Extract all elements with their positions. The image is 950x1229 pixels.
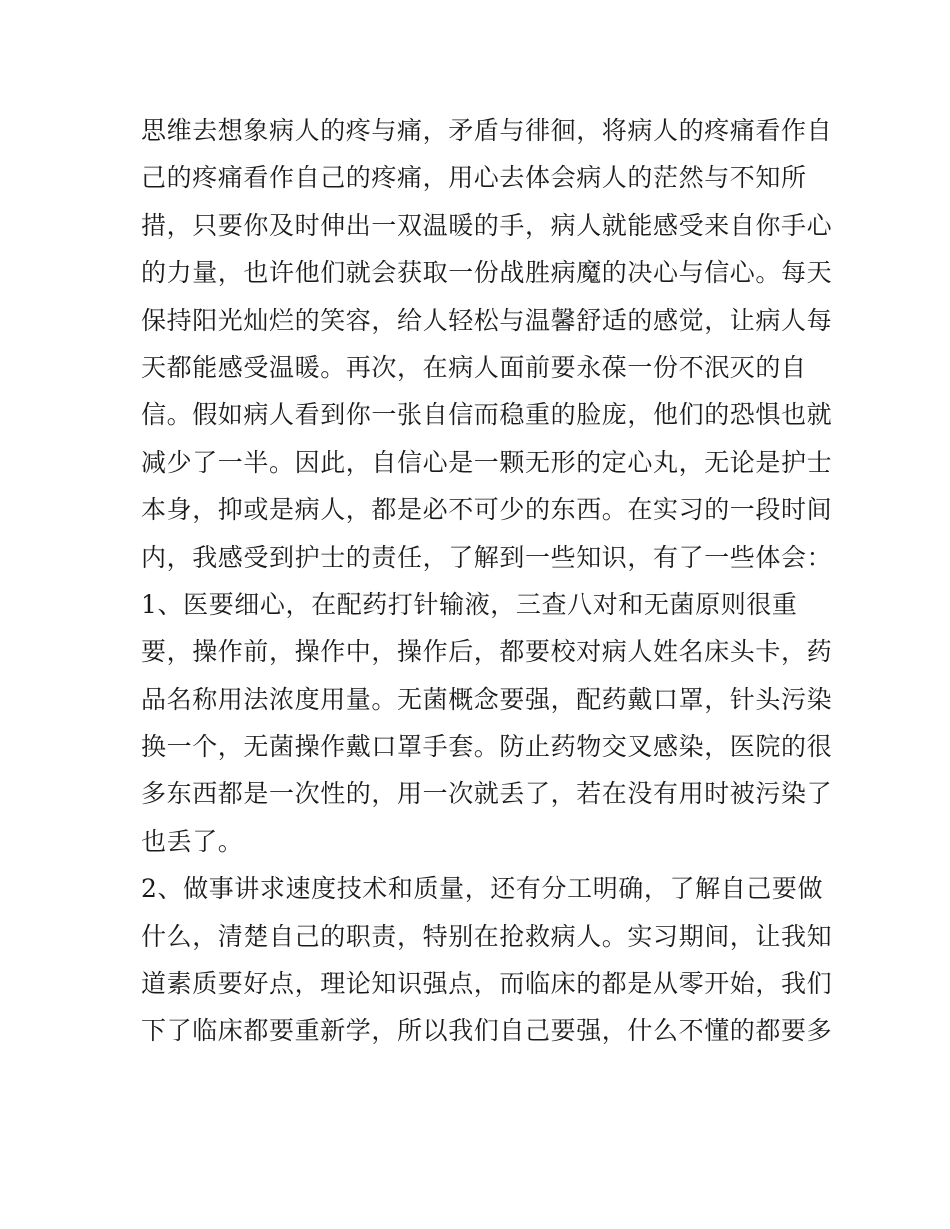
text-line: 1、医要细心，在配药打针输液，三查八对和无菌原则很重 xyxy=(141,589,798,619)
text-line: 保持阳光灿烂的笑容，给人轻松与温馨舒适的感觉，让病人每 xyxy=(141,305,833,335)
text-line: 下了临床都要重新学，所以我们自己要强，什么不懂的都要多 xyxy=(141,1016,833,1046)
text-line: 品名称用法浓度用量。无菌概念要强，配药戴口罩，针头污染 xyxy=(141,684,833,714)
body-text xyxy=(141,107,833,1055)
text-line: 也丢了。 xyxy=(141,826,244,856)
text-line: 天都能感受温暖。再次，在病人面前要永葆一份不泯灭的自 xyxy=(141,352,807,382)
text-line: 本身，抑或是病人，都是必不可少的东西。在实习的一段时间 xyxy=(141,495,833,525)
text-line: 的力量，也许他们就会获取一份战胜病魔的决心与信心。每天 xyxy=(141,258,833,288)
text-line: 道素质要好点，理论知识强点，而临床的都是从零开始，我们 xyxy=(141,969,833,999)
text-line: 内，我感受到护士的责任，了解到一些知识，有了一些体会： xyxy=(141,542,833,572)
text-line: 信。假如病人看到你一张自信而稳重的脸庞，他们的恐惧也就 xyxy=(141,400,833,430)
text-line: 多东西都是一次性的，用一次就丢了，若在没有用时被污染了 xyxy=(141,779,833,809)
text-line: 己的疼痛看作自己的疼痛，用心去体会病人的茫然与不知所 xyxy=(141,163,807,193)
text-line: 思维去想象病人的疼与痛，矛盾与徘徊，将病人的疼痛看作自 xyxy=(141,116,833,145)
text-line: 什么，清楚自己的职责，特别在抢救病人。实习期间，让我知 xyxy=(141,921,833,951)
text-line: 换一个，无菌操作戴口罩手套。防止药物交叉感染，医院的很 xyxy=(141,732,833,762)
text-line: 措，只要你及时伸出一双温暖的手，病人就能感受来自你手心 xyxy=(141,210,833,240)
text-line: 要，操作前，操作中，操作后，都要校对病人姓名床头卡，药 xyxy=(141,637,833,667)
text-line: 2、做事讲求速度技术和质量，还有分工明确，了解自己要做 xyxy=(141,874,824,904)
text-line: 减少了一半。因此，自信心是一颗无形的定心丸，无论是护士 xyxy=(141,447,833,477)
